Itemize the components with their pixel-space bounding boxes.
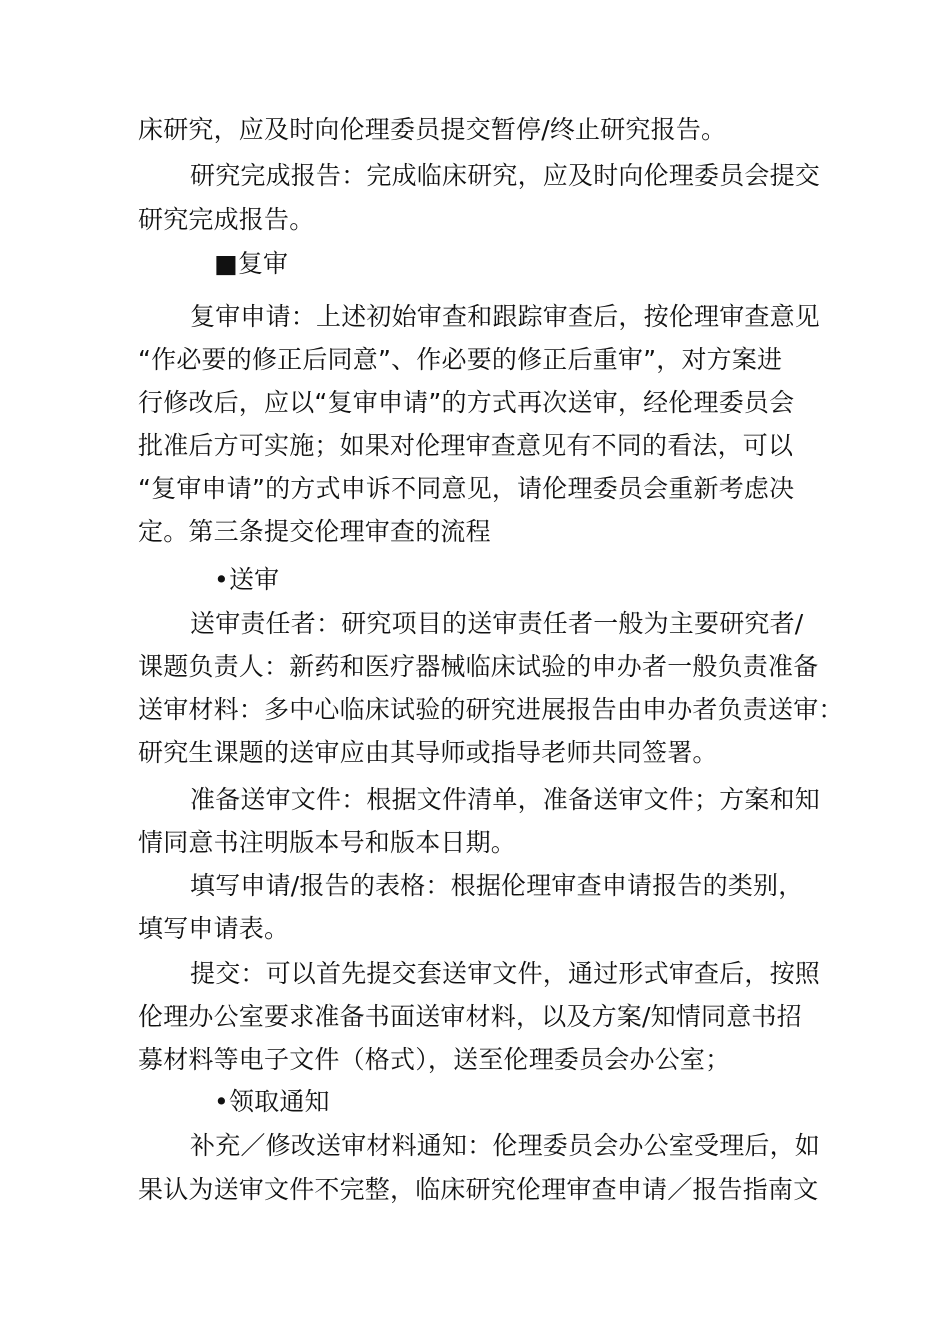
text-line-25: 果认为送审文件不完整，临床研究伦理审查申请／报告指南文 bbox=[138, 1175, 819, 1204]
text-line-21: 伦理办公室要求准备书面送审材料，以及方案/知情同意书招 bbox=[138, 1002, 802, 1031]
section-heading-submission: •送审 bbox=[214, 565, 280, 594]
text-line-7: 行修改后，应以“复审申请”的方式再次送审，经伦理委员会 bbox=[138, 388, 795, 417]
text-line-3: 研究完成报告。 bbox=[138, 205, 315, 234]
section-heading-notification: •领取通知 bbox=[214, 1087, 330, 1116]
text-line-6: “作必要的修正后同意”、作必要的修正后重审”，对方案进 bbox=[138, 345, 783, 374]
text-line-18: 填写申请/报告的表格：根据伦理审查申请报告的类别， bbox=[190, 871, 804, 900]
text-line-13: 课题负责人：新药和医疗器械临床试验的申办者一般负责准备 bbox=[138, 652, 819, 681]
text-line-20: 提交：可以首先提交套送审文件，通过形式审查后，按照 bbox=[190, 959, 821, 988]
section-heading-review: ■复审 bbox=[214, 249, 289, 278]
text-line-1: 床研究，应及时向伦理委员提交暂停/终止研究报告。 bbox=[138, 115, 727, 144]
text-line-2: 研究完成报告：完成临床研究，应及时向伦理委员会提交 bbox=[190, 161, 821, 190]
text-line-14: 送审材料：多中心临床试验的研究进展报告由申办者负责送审： bbox=[138, 695, 844, 724]
text-line-9: “复审申请”的方式申诉不同意见，请伦理委员会重新考虑决 bbox=[138, 474, 795, 503]
text-line-24: 补充／修改送审材料通知：伦理委员会办公室受理后，如 bbox=[190, 1131, 821, 1160]
text-line-5: 复审申请：上述初始审查和跟踪审查后，按伦理审查意见 bbox=[190, 302, 821, 331]
text-line-10: 定。第三条提交伦理审查的流程 bbox=[138, 517, 491, 546]
text-line-15: 研究生课题的送审应由其导师或指导老师共同签署。 bbox=[138, 738, 718, 767]
text-line-12: 送审责任者：研究项目的送审责任者一般为主要研究者/ bbox=[190, 609, 804, 638]
text-line-19: 填写申请表。 bbox=[138, 914, 290, 943]
text-line-8: 批准后方可实施；如果对伦理审查意见有不同的看法，可以 bbox=[138, 431, 794, 460]
text-line-22: 募材料等电子文件（格式），送至伦理委员会办公室； bbox=[138, 1045, 731, 1074]
text-line-16: 准备送审文件：根据文件清单，准备送审文件；方案和知 bbox=[190, 785, 821, 814]
text-line-17: 情同意书注明版本号和版本日期。 bbox=[138, 828, 517, 857]
